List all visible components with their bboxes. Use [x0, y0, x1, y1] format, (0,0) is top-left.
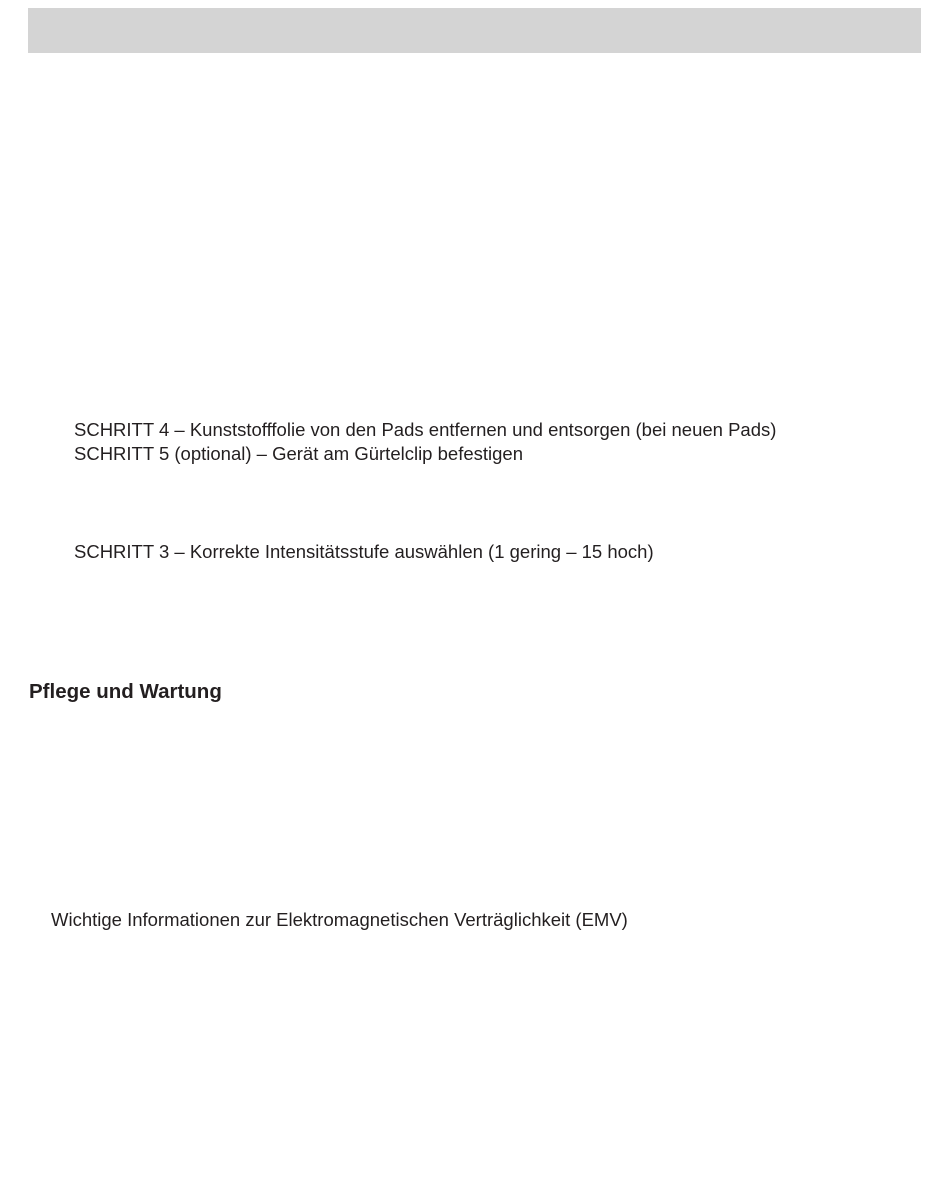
header-bar	[28, 8, 921, 53]
care-maintenance-heading: Pflege und Wartung	[29, 680, 222, 703]
step-5-text: SCHRITT 5 (optional) – Gerät am Gürtelclip befestigen	[74, 443, 523, 464]
step-3-text: SCHRITT 3 – Korrekte Intensitätsstufe auswählen (1 gering – 15 hoch)	[74, 541, 654, 562]
emv-info-text: Wichtige Informationen zur Elektromagnetischen Verträglichkeit (EMV)	[51, 909, 628, 930]
step-4-text: SCHRITT 4 – Kunststofffolie von den Pads entfernen und entsorgen (bei neuen Pads)	[74, 419, 777, 440]
